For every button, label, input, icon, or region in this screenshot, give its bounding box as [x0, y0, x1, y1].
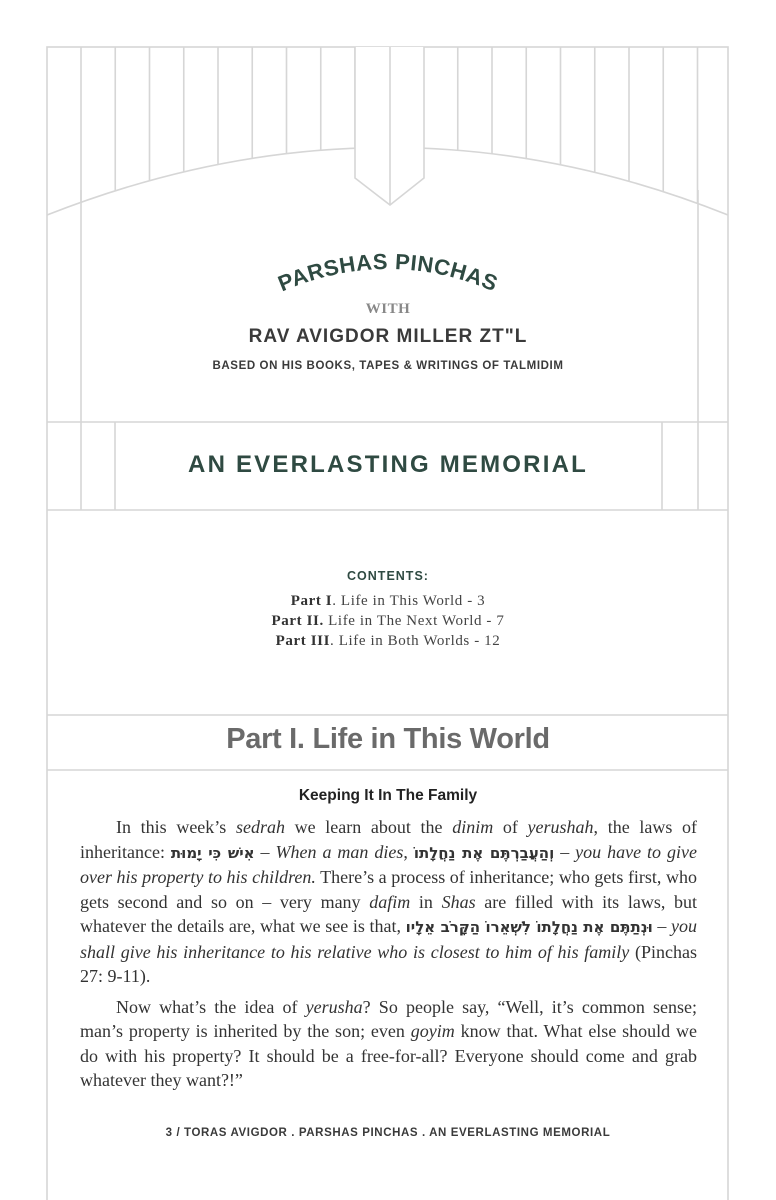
subsection-heading: Keeping It In The Family: [298, 787, 478, 804]
section-heading: Part I. Life in This World: [226, 723, 550, 755]
contents-heading: CONTENTS:: [347, 569, 429, 583]
text-run: –: [254, 841, 276, 862]
italic-text: yerushah: [527, 817, 594, 837]
part-number: Part III: [275, 633, 331, 649]
text-run: –: [652, 916, 671, 936]
text-run: (Pinchas 27: 9-11).: [80, 941, 697, 986]
text-run: Now what’s the idea of: [116, 996, 306, 1017]
article-body: [80, 815, 697, 1099]
part-label: . Life in Both Worlds - 12: [330, 633, 501, 649]
italic-text: sedrah: [235, 817, 285, 837]
series-title: PARSHAS PINCHAS: [274, 248, 502, 297]
part-number: Part II.: [271, 613, 324, 629]
hebrew-quote: וּנְתַתֶּם אֶת נַחֲלָתוֹ לִשְׁאֵרוֹ הַקָּרֹב אֵלָיו: [405, 918, 653, 936]
italic-text: goyim: [410, 1021, 455, 1041]
text-run: , the laws of inheritance:: [80, 817, 698, 862]
text-run: In this week’s: [116, 817, 236, 837]
text-run: of: [493, 817, 528, 837]
italic-text: When a man dies: [275, 841, 404, 862]
part-label: Life in The Next World - 7: [323, 613, 505, 629]
text-run: ,: [403, 841, 414, 862]
with-label: WITH: [365, 301, 411, 317]
paragraph: [80, 995, 697, 1093]
contents-item[interactable]: [0, 611, 776, 631]
text-run: we learn about the: [284, 817, 453, 837]
italic-text: dafim: [369, 891, 411, 912]
text-run: –: [554, 841, 576, 862]
part-number: Part I: [290, 593, 333, 609]
text-run: in: [410, 891, 442, 912]
svg-text:PARSHAS PINCHAS: [274, 249, 501, 296]
based-on-line: BASED ON HIS BOOKS, TAPES & WRITINGS OF TALMIDIM: [212, 360, 564, 372]
page-footer: 3 / TORAS AVIGDOR . PARSHAS PINCHAS . AN EVERLASTING MEMORIAL: [165, 1127, 611, 1139]
hebrew-quote: וְהַעֲבַרְתֶּם אֶת נַחֲלָתוֹ: [413, 843, 555, 862]
text-run: There’s a process of inheritance; who gets first, who gets second and so on – very many: [80, 867, 697, 912]
italic-text: you shall give his inheritance to his relative who is closest to him of his family: [80, 916, 697, 962]
italic-text: yerusha: [305, 996, 363, 1017]
italic-text: you have to give over his property to his children.: [80, 841, 697, 887]
part-label: . Life in This World - 3: [332, 593, 486, 609]
text-run: ? So people say, “Well, it’s common sense; man’s property is inherited by the son; even: [80, 996, 697, 1041]
paragraph: [80, 815, 697, 989]
contents-item[interactable]: [0, 631, 776, 651]
article-title: AN EVERLASTING MEMORIAL: [188, 451, 588, 478]
text-run: are filled with its laws, but whatever the details are, what we see is that,: [80, 891, 697, 936]
hebrew-quote: אִישׁ כִּי יָמוּת: [170, 843, 255, 862]
italic-text: dinim: [452, 817, 494, 837]
contents-item[interactable]: [0, 591, 776, 611]
contents-list: [0, 591, 776, 651]
author-name: RAV AVIGDOR MILLER ZT"L: [248, 326, 528, 347]
italic-text: Shas: [441, 891, 476, 912]
text-run: know that. What else should we do with his property? It should be a free-for-all? Everyone should come and grab whatever they want?!”: [80, 1021, 698, 1090]
